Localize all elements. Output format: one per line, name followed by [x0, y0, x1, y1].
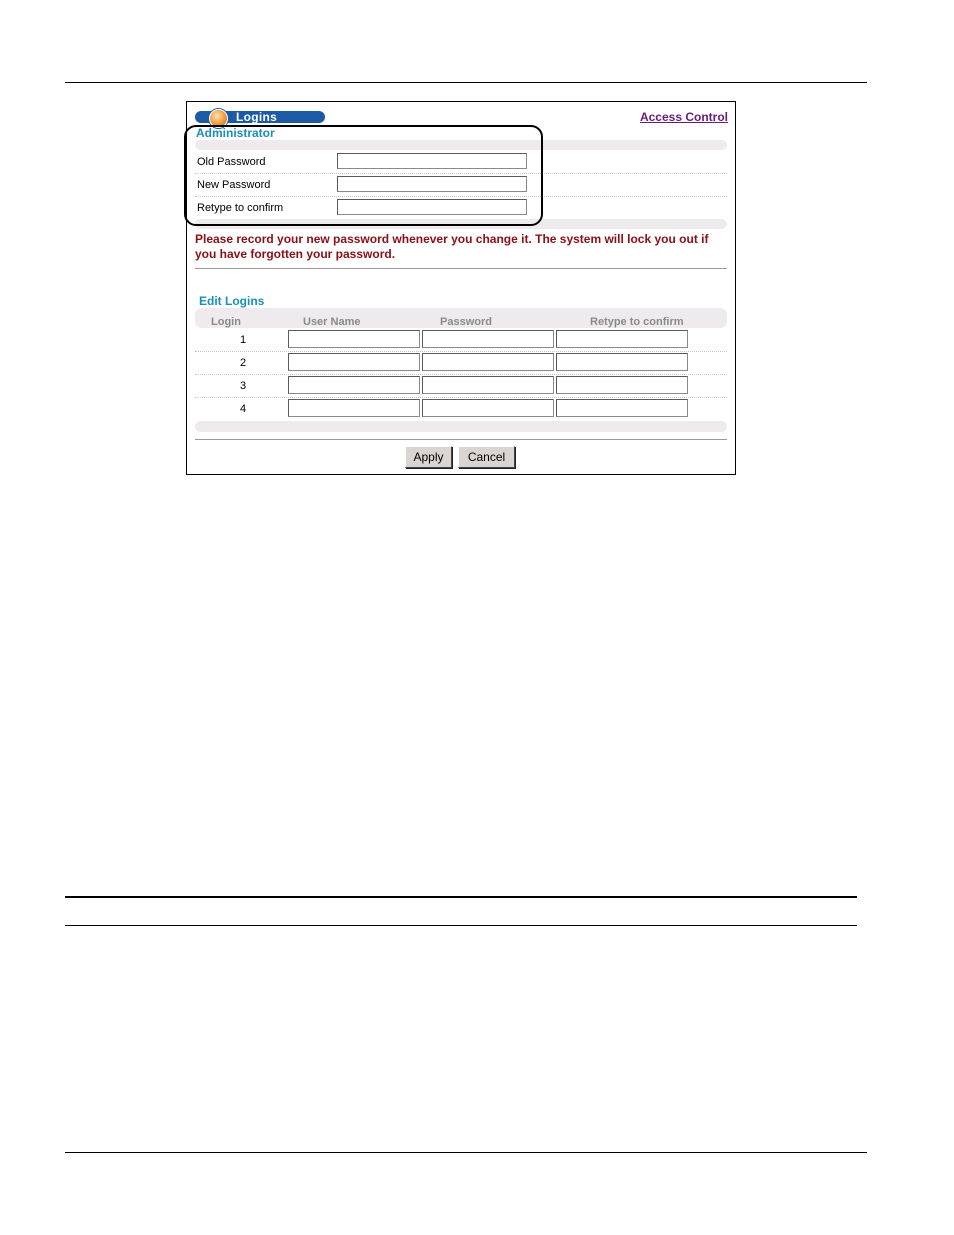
buttons-separator [195, 439, 727, 440]
user-name-field[interactable] [288, 330, 420, 348]
retype-field[interactable] [556, 330, 688, 348]
login-number: 2 [240, 357, 247, 369]
page-top-rule [65, 82, 867, 83]
table-bottom-rule [65, 925, 857, 926]
old-password-field[interactable] [337, 153, 527, 169]
login-row [195, 374, 727, 398]
retype-field[interactable] [556, 399, 688, 417]
table-top-rule [65, 896, 857, 898]
column-header-login: Login [211, 316, 241, 328]
login-number: 3 [240, 380, 247, 392]
column-header-password: Password [440, 316, 492, 328]
administrator-band-top [195, 140, 727, 150]
password-field[interactable] [422, 353, 554, 371]
retype-field[interactable] [556, 376, 688, 394]
retype-password-label: Retype to confirm [197, 202, 284, 214]
administrator-section-title: Administrator [196, 126, 275, 140]
cancel-button[interactable]: Cancel [458, 446, 515, 468]
password-field[interactable] [422, 330, 554, 348]
password-warning: Please record your new password whenever you change it. The system will lock you out if you have forgotten your password. [195, 232, 709, 261]
old-password-label: Old Password [197, 156, 266, 168]
page-title: Logins [236, 110, 278, 124]
edit-logins-band-bottom [195, 421, 727, 432]
retype-field[interactable] [556, 353, 688, 371]
access-control-link[interactable]: Access Control [639, 110, 728, 124]
warning-separator [195, 268, 727, 269]
login-row [195, 397, 727, 420]
new-password-label: New Password [197, 179, 271, 191]
login-number: 1 [240, 334, 247, 346]
logins-screen [186, 101, 736, 475]
column-header-retype: Retype to confirm [590, 316, 684, 328]
user-name-field[interactable] [288, 399, 420, 417]
password-field[interactable] [422, 399, 554, 417]
login-row [195, 328, 727, 352]
login-number: 4 [240, 403, 247, 415]
column-header-user-name: User Name [303, 316, 361, 328]
new-password-row [195, 173, 727, 197]
page-bottom-rule [65, 1152, 867, 1153]
password-field[interactable] [422, 376, 554, 394]
administrator-band-bottom [195, 219, 727, 229]
edit-logins-section-title: Edit Logins [199, 294, 265, 308]
old-password-row [195, 150, 727, 174]
retype-password-field[interactable] [337, 199, 527, 215]
retype-password-row [195, 196, 727, 219]
user-name-field[interactable] [288, 376, 420, 394]
login-row [195, 351, 727, 375]
user-name-field[interactable] [288, 353, 420, 371]
apply-button[interactable]: Apply [405, 446, 452, 468]
new-password-field[interactable] [337, 176, 527, 192]
